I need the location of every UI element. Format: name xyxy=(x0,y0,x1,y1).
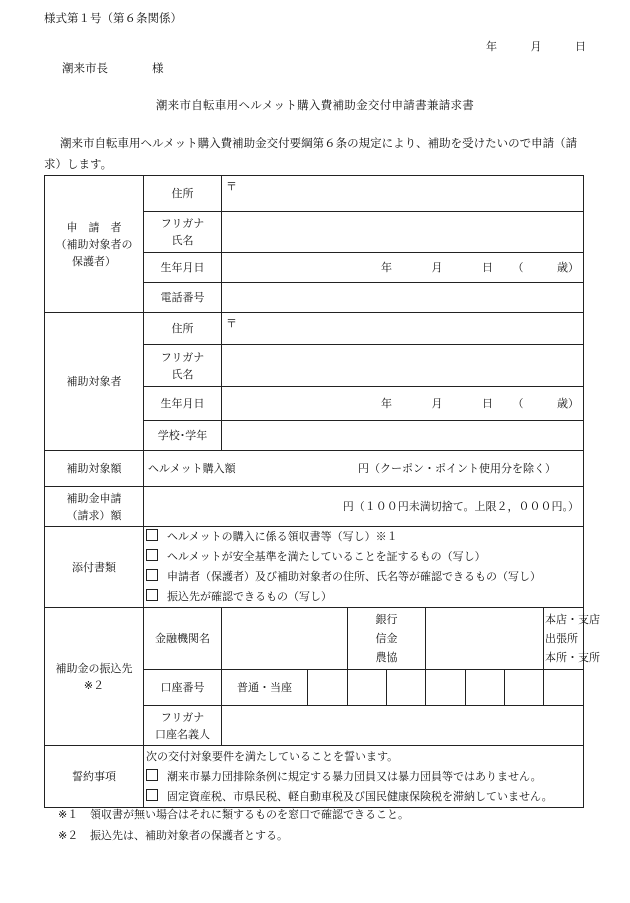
applicant-label-line: 保護者） xyxy=(72,254,116,268)
applicant-phone-label: 電話番号 xyxy=(144,283,222,313)
footnote-text: 振込先は、補助対象者の保護者とする。 xyxy=(90,829,288,842)
subject-address-label: 住所 xyxy=(144,313,222,345)
furigana-label: フリガナ xyxy=(160,217,205,230)
branch-type[interactable]: 本所・支所 xyxy=(545,651,600,664)
year-unit: 年 xyxy=(381,261,392,274)
attachment-text: ヘルメットが安全基準を満たしていることを証するもの（写し） xyxy=(167,550,486,563)
document-title: 潮来市自転車用ヘルメット購入費補助金交付申請書兼請求書 xyxy=(155,98,475,112)
request-label-line: （請求）額 xyxy=(66,508,122,522)
account-holder-label xyxy=(144,706,222,746)
name-label: 氏名 xyxy=(171,367,194,381)
account-holder-input[interactable] xyxy=(222,706,584,746)
bank-label-line: ※２ xyxy=(83,678,105,692)
footnote-mark: ※２ xyxy=(58,829,79,842)
institution-type[interactable]: 農協 xyxy=(375,651,398,664)
applicant-address-row xyxy=(45,176,584,212)
day-unit: 日 xyxy=(482,397,493,410)
checkbox[interactable] xyxy=(146,789,158,801)
request-row xyxy=(45,487,584,527)
checkbox[interactable] xyxy=(146,529,158,541)
subject-school-input[interactable] xyxy=(222,421,584,451)
applicant-phone-input[interactable] xyxy=(222,283,584,313)
pledge-item[interactable] xyxy=(146,767,579,787)
pledge-text: 固定資産税、市県民税、軽自動車税及び国民健康保険税を滞納していません。 xyxy=(167,789,553,803)
checkbox[interactable] xyxy=(146,769,158,781)
attachment-item[interactable] xyxy=(146,567,579,587)
application-form-table xyxy=(44,175,600,808)
pledge-intro: 次の交付対象要件を満たしていることを誓います。 xyxy=(146,749,399,763)
date-line xyxy=(486,38,586,54)
applicant-address-label: 住所 xyxy=(144,176,222,212)
branch-type[interactable]: 出張所 xyxy=(545,632,578,645)
footnote-mark: ※１ xyxy=(58,808,79,821)
date-month: 月 xyxy=(530,40,542,53)
subject-address-row xyxy=(45,313,584,345)
name-label: 氏名 xyxy=(171,234,194,247)
branch-name-input[interactable] xyxy=(426,608,544,670)
footnote xyxy=(58,806,409,822)
request-label-line: 補助金申請 xyxy=(66,491,122,505)
applicant-address-input[interactable] xyxy=(222,176,584,212)
postal-mark: 〒 xyxy=(226,180,237,193)
branch-type[interactable]: 本店・支店 xyxy=(545,613,600,626)
date-day: 日 xyxy=(575,40,586,53)
attachment-item[interactable] xyxy=(146,547,579,567)
furigana-label: フリガナ xyxy=(160,710,205,724)
bank-institution-row xyxy=(45,608,584,670)
subject-birthdate-input[interactable] xyxy=(222,387,584,421)
attachment-item[interactable] xyxy=(146,527,579,547)
pledge-content xyxy=(144,746,584,808)
pledge-label: 誓約事項 xyxy=(45,746,144,808)
attachments-list xyxy=(144,527,584,608)
attachment-text: 申請者（保護者）及び補助対象者の住所、氏名等が確認できるもの（写し） xyxy=(167,570,541,583)
form-number: 様式第１号（第６条関係） xyxy=(44,11,182,25)
account-digit-cell[interactable] xyxy=(426,670,466,706)
subject-name-label xyxy=(144,345,222,387)
applicant-label-line: （補助対象者の xyxy=(55,237,133,251)
amount-label: 補助対象額 xyxy=(45,451,144,487)
addressee-name: 潮来市長 xyxy=(62,61,108,75)
age-open: （ xyxy=(512,261,524,274)
account-type[interactable]: 普通・当座 xyxy=(222,670,308,706)
institution-label: 金融機関名 xyxy=(144,608,222,670)
attachments-row xyxy=(45,527,584,608)
furigana-label: フリガナ xyxy=(160,350,205,364)
intro-text: 潮来市自転車用ヘルメット購入費補助金交付要綱第６条の規定により、補助を受けたいので申請（請求）します。 xyxy=(44,136,578,171)
amount-unit-note: 円（クーポン・ポイント使用分を除く） xyxy=(358,462,556,475)
age-open: （ xyxy=(512,397,524,410)
amount-item-label: ヘルメット購入額 xyxy=(148,462,236,475)
pledge-item[interactable] xyxy=(146,787,579,807)
checkbox[interactable] xyxy=(146,549,158,561)
checkbox[interactable] xyxy=(146,589,158,601)
addressee-honorific: 様 xyxy=(152,61,164,75)
addressee xyxy=(62,60,164,76)
account-number-label: 口座番号 xyxy=(144,670,222,706)
attachments-label: 添付書類 xyxy=(45,527,144,608)
postal-mark: 〒 xyxy=(226,317,237,330)
branch-type-options xyxy=(544,608,600,670)
applicant-label-line: 申 請 者 xyxy=(66,220,122,234)
amount-input[interactable] xyxy=(144,451,584,487)
footnote xyxy=(58,827,288,843)
account-digit-cell[interactable] xyxy=(387,670,426,706)
request-amount-input[interactable] xyxy=(144,487,584,527)
institution-type[interactable]: 信金 xyxy=(375,632,398,645)
applicant-birthdate-input[interactable] xyxy=(222,253,584,283)
year-unit: 年 xyxy=(381,397,392,410)
account-digit-cell[interactable] xyxy=(544,670,584,706)
request-label xyxy=(45,487,144,527)
account-digit-cell[interactable] xyxy=(348,670,387,706)
pledge-text: 潮来市暴力団排除条例に規定する暴力団員又は暴力団員等ではありません。 xyxy=(167,769,542,783)
institution-type[interactable]: 銀行 xyxy=(375,613,398,626)
subject-birthdate-label: 生年月日 xyxy=(144,387,222,421)
amount-row xyxy=(45,451,584,487)
bank-label-line: 補助金の振込先 xyxy=(55,661,133,675)
applicant-section-label xyxy=(45,176,144,313)
footnote-text: 領収書が無い場合はそれに類するものを窓口で確認できること。 xyxy=(90,808,409,821)
request-unit-note: 円（１００円未満切捨て。上限２，０００円。） xyxy=(342,500,579,513)
applicant-name-input[interactable] xyxy=(222,212,584,253)
month-unit: 月 xyxy=(431,397,443,410)
institution-type-options xyxy=(348,608,426,670)
institution-name-input[interactable] xyxy=(222,608,348,670)
bank-section-label xyxy=(45,608,144,746)
subject-section-label: 補助対象者 xyxy=(45,313,144,451)
month-unit: 月 xyxy=(431,261,443,274)
subject-name-input[interactable] xyxy=(222,345,584,387)
age-unit: 歳） xyxy=(557,397,579,410)
account-digit-cell[interactable] xyxy=(308,670,348,706)
pledge-row xyxy=(45,746,584,808)
applicant-name-label xyxy=(144,212,222,253)
applicant-birthdate-label: 生年月日 xyxy=(144,253,222,283)
holder-label: 口座名義人 xyxy=(155,727,210,741)
subject-address-input[interactable] xyxy=(222,313,584,345)
day-unit: 日 xyxy=(482,261,493,274)
attachment-item[interactable] xyxy=(146,587,579,607)
age-unit: 歳） xyxy=(557,261,579,274)
subject-school-label: 学校･学年 xyxy=(144,421,222,451)
attachment-text: ヘルメットの購入に係る領収書等（写し）※１ xyxy=(167,530,398,543)
checkbox[interactable] xyxy=(146,569,158,581)
attachment-text: 振込先が確認できるもの（写し） xyxy=(167,590,332,603)
account-digit-cell[interactable] xyxy=(505,670,544,706)
date-year: 年 xyxy=(486,40,497,53)
account-digit-cell[interactable] xyxy=(466,670,505,706)
